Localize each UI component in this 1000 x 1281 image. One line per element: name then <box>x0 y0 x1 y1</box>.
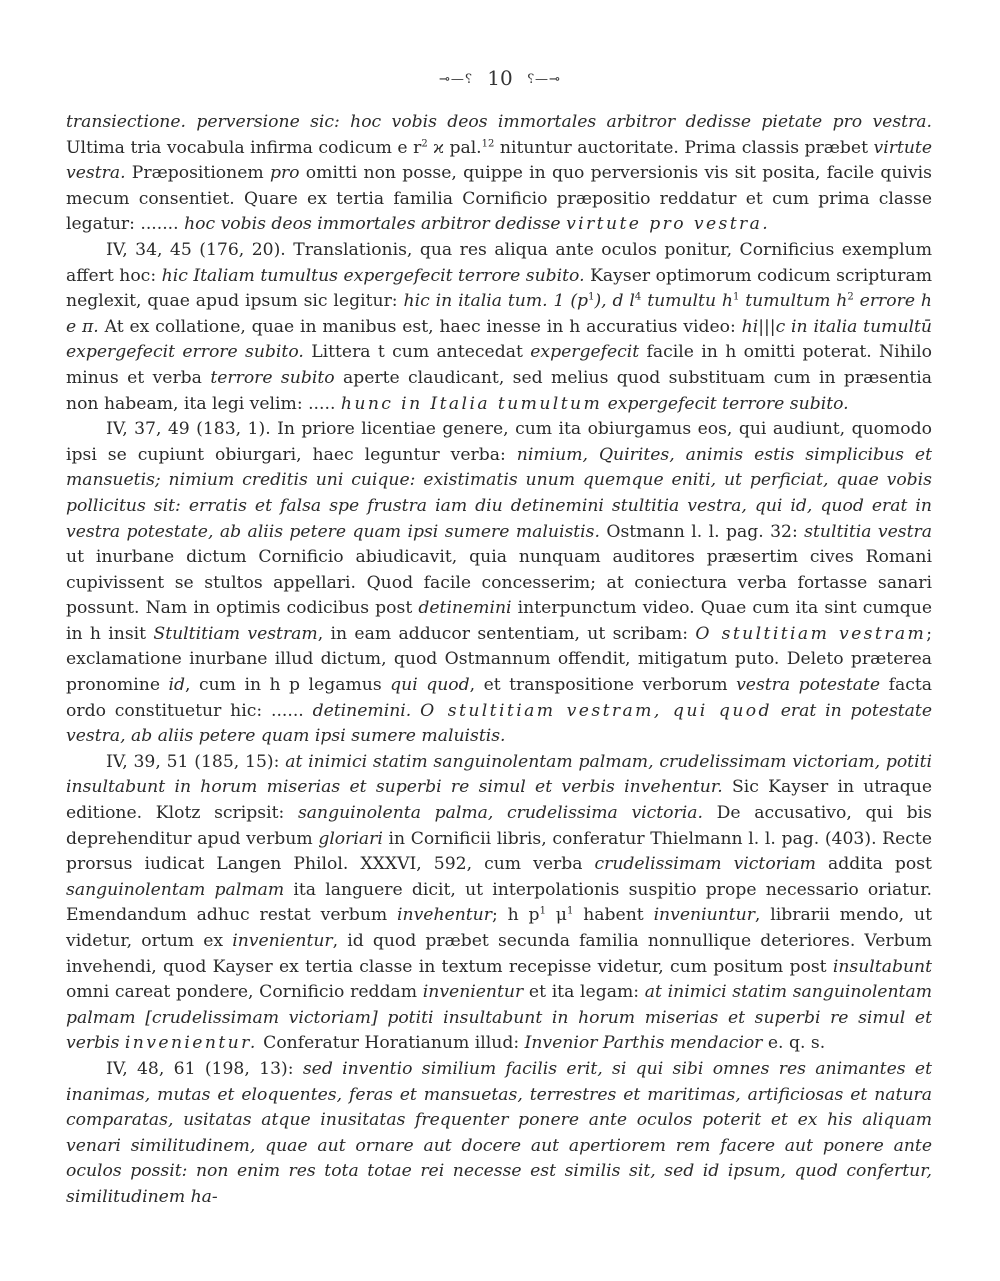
footnote-ref: 12 <box>481 137 495 149</box>
text-span: e. q. s. <box>762 1033 826 1054</box>
text-span: in Cornificii libris, conferatur Thielmann l. l. pag. (403). Recte prorsus iudicat Langen Philol. XXXVI, 592, cum verba <box>66 828 933 875</box>
text-span: ; exclamatione inurbane illud dictum, quod Ostmannum offendit, mitigatum puto. Deleto præterea pronomine <box>66 623 932 696</box>
text-span: hic Italiam tumultus expergefecit terrore subito. <box>161 265 585 286</box>
text-span: Stultitiam vestram <box>153 623 318 644</box>
text-span: invehentur <box>397 905 492 926</box>
text-span: Kayser optimorum codicum scripturam neglexit, quae apud ipsum sic legitur: <box>66 265 933 312</box>
text-span: addita post <box>815 854 932 875</box>
text-span: invenientur <box>232 931 333 951</box>
text-span: expergefecit terrore subito. <box>602 393 849 414</box>
text-span: , in eam adducor sententiam, ut scribam: <box>317 623 696 644</box>
text-span: , et transpositione verborum <box>469 675 737 696</box>
superscript: 2 <box>421 137 428 149</box>
text-span: De accusativo, qui bis deprehenditur apud verbum <box>66 803 933 849</box>
header-ornament-left: ⊸—⸮ <box>439 72 473 87</box>
text-span: Conferatur Horatianum illud: <box>257 1033 525 1054</box>
text-span: hi|||c in italia tumultū expergefecit errore subito. <box>66 316 932 363</box>
text-span: hic in italia tum. 1 (p <box>403 291 589 312</box>
text-span: Littera t cum antecedat <box>303 342 531 363</box>
text-span: pro <box>269 163 300 184</box>
text-span: at inimici statim sanguinolentam palmam, crudelissimam victoriam, potiti insultabunt in horum miserias et superbi re simul et verbis invehentur. <box>66 751 932 798</box>
text-span: stultitia vestra <box>804 521 932 542</box>
text-span: ϰ pal. <box>427 137 482 158</box>
paragraph-2 <box>66 238 932 417</box>
text-span: tumultum h <box>739 291 848 312</box>
text-span: , id quod præbet secunda familia nonnullique deteriores. Verbum invehendi, quod Kayser ex tertia classe in textum recepisse videtur, cum positum post <box>66 931 932 977</box>
text-span: errore h e π. <box>66 291 932 337</box>
text-span: habent <box>573 905 654 926</box>
text-span: Ostmann l. l. pag. 32: <box>599 521 805 542</box>
text-span: at inimici statim sanguinolentam palmam [crudelissimam victoriam] potiti insultabunt in horum miserias et superbi re simul et verbis <box>66 982 933 1054</box>
superscript: 2 <box>847 291 854 303</box>
text-span: nimium, Quirites, animis estis simplicibus et mansuetis; nimium creditis uni cuique: existimatis unum quemque eniti, ut perficiat, quae vobis pollicitus sit: erratis et falsa spe frustra iam diu detinemini stultitia vestra, qui id, quod erat in vestra potestate, ab aliis petere quam ipsi sumere maluistis. <box>66 444 932 542</box>
superscript: 1 <box>733 291 740 303</box>
paragraph-3 <box>66 417 932 750</box>
text-span: omitti non posse, quippe in quo perversionis vis sit posita, facile quivis mecum consentiet. Quare ex tertia familia Cornificio præpositio reddatur et cum prima classe legatur: ....... <box>66 163 932 235</box>
text-span: ), d l <box>594 291 635 312</box>
text-span: crudelissimam victoriam <box>594 854 816 875</box>
text-span: et ita legam: <box>523 982 645 1003</box>
text-span: hoc vobis deos immortales arbitror dedisse <box>184 214 567 235</box>
spaced-text: virtute pro vestra. <box>566 214 771 235</box>
text-span: id <box>168 675 186 696</box>
text-span: gloriari <box>318 828 383 849</box>
text-span: tumultu h <box>641 291 733 312</box>
text-span <box>411 701 420 721</box>
spaced-text: hunc in Italia tumultum <box>340 393 603 414</box>
text-span: At ex collatione, quae in manibus est, haec inesse in h accuratius video: <box>98 316 742 337</box>
text-span: Ultima tria vocabula infirma codicum e r <box>66 137 422 158</box>
text-span: sanguinolenta palma, crudelissima victoria. <box>297 803 703 824</box>
body-text <box>66 110 932 1211</box>
text-span: ut inurbane dictum Cornificio abiudicavit, quia nunquam auditores præsertim cives Romani cupivissent se stultos appellari. Quod facile concesserim; at coniectura verba fortasse sanari possunt. Nam in optimis codicibus post <box>66 547 932 619</box>
text-span: erat in potestate vestra, ab aliis petere quam ipsi sumere maluistis. <box>66 700 932 747</box>
spaced-text: O stultitiam vestram <box>695 623 927 644</box>
paragraph-1 <box>66 110 932 238</box>
text-span: virtute vestra. <box>66 137 932 184</box>
text-span: Præpositionem <box>125 163 270 184</box>
text-span: insultabunt <box>832 956 932 977</box>
text-span: IV, 37, 49 (183, 1). In priore licentiae genere, cum ita obiurgamus eos, qui audiunt, quomodo ipsi se cupiunt obiurgari, haec leguntur verba: <box>66 419 932 465</box>
spaced-text: invenientur. <box>124 1033 258 1054</box>
paragraph-5 <box>66 1057 932 1211</box>
text-span: , librarii mendo, ut videtur, ortum ex <box>66 905 932 951</box>
text-span: , cum in h p legamus <box>185 675 391 696</box>
text-span: IV, 39, 51 (185, 15): <box>106 751 286 772</box>
text-span: interpunctum video. Quae cum ita sint cumque in h insit <box>66 598 932 644</box>
text-span: detinemini. <box>312 700 412 721</box>
text-span: ita languere dicit, ut interpolationis suspitio prope necessario oriatur. Emendandum adhuc restat verbum <box>66 879 932 926</box>
text-span: ; h p <box>491 905 540 926</box>
spaced-text: O stultitiam vestram, qui quod <box>420 700 772 721</box>
text-span: qui quod <box>390 675 470 696</box>
text-span: expergefecit <box>530 342 640 363</box>
text-span: IV, 34, 45 (176, 20). Translationis, qua res aliqua ante oculos ponitur, Cornificius exemplum affert hoc: <box>66 239 932 286</box>
page-header <box>0 66 1000 90</box>
text-span: inveniuntur <box>653 905 755 926</box>
text-span: nituntur auctoritate. Prima classis præbet <box>494 137 874 158</box>
text-span: terrore subito <box>210 367 335 388</box>
text-span: facta ordo constituetur hic: ...... <box>66 675 932 721</box>
superscript: 4 <box>634 291 642 303</box>
text-span: facile in h omitti poterat. Nihilo minus et verba <box>66 342 932 388</box>
text-span: transiectione. perversione sic: hoc vobis deos immortales arbitror dedisse pietate pro vestra. <box>66 112 932 132</box>
header-ornament-right: ⸮—⊸ <box>527 72 561 87</box>
text-span: detinemini <box>418 598 512 619</box>
superscript: 1 <box>566 905 574 917</box>
superscript: 1 <box>588 291 595 303</box>
text-span: μ <box>545 905 567 926</box>
text-span: sed inventio similium facilis erit, si qui sibi omnes res animantes et inanimas, mutas et eloquentes, feras et mansuetas, terrestres et maritimas, artificiosas et natura comparatas, usitatas atque inusitatas frequenter ponere ante oculos poterit et ex his aliquam venari similitudinem, quae aut ornare aut docere aut apertiorem rem facere aut ponere ante oculos possit: non enim res tota totae rei necesse est similis sit, sed id ipsum, quod confertur, similitudinem ha- <box>66 1058 932 1207</box>
text-span: sanguinolentam palmam <box>66 879 285 900</box>
text-span: omni careat pondere, Cornificio reddam <box>66 982 423 1003</box>
page-number: 10 <box>487 66 513 90</box>
paragraph-4 <box>66 750 932 1057</box>
text-span: aperte claudicant, sed melius quod substituam cum in præsentia non habeam, ita legi velim: ..... <box>66 367 932 414</box>
text-span: vestra potestate <box>736 675 881 696</box>
text-span: IV, 48, 61 (198, 13): <box>106 1058 303 1079</box>
superscript: 1 <box>539 905 546 917</box>
text-span: Invenior Parthis mendacior <box>524 1033 763 1054</box>
text-span: invenientur <box>422 982 524 1003</box>
text-span: Sic Kayser in utraque editione. Klotz scripsit: <box>66 777 932 824</box>
